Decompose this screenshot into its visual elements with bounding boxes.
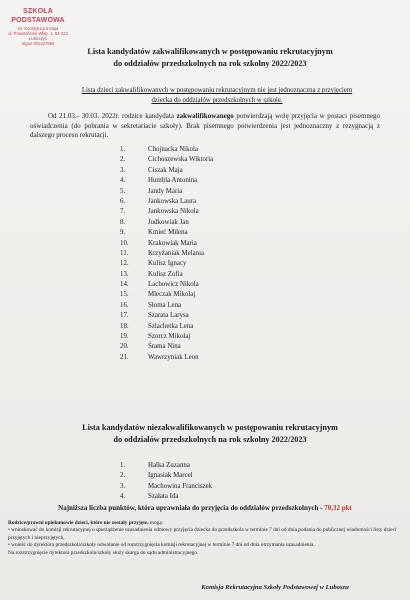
notes-heading	[8, 520, 400, 527]
candidate-name: Mleczak Mikołaj	[148, 291, 196, 299]
list-item	[120, 176, 213, 186]
list-item	[120, 461, 212, 471]
candidate-name: Szarata Larysa	[148, 312, 189, 320]
list-item	[120, 218, 213, 228]
school-stamp	[6, 8, 70, 47]
list-item	[120, 239, 213, 249]
list-item-number: 19.	[120, 333, 129, 341]
title-line: do oddziałów przedszkolnych na rok szkolny 2022/2023	[113, 435, 307, 444]
list-item-number: 3.	[120, 482, 126, 490]
list-item	[120, 301, 213, 311]
candidate-name: Ciszak Maja	[148, 166, 183, 174]
candidate-name: Szałata Ida	[148, 493, 179, 501]
list-item	[120, 270, 213, 280]
list-item	[120, 353, 213, 363]
candidate-name: Machowina Franciszek	[148, 482, 213, 490]
list-item	[120, 197, 213, 207]
list-item	[120, 290, 213, 300]
list-item-number: 18.	[120, 322, 129, 330]
list-item-number: 1.	[120, 146, 126, 153]
title-line: Lista kandydatów zakwalifikowanych w postępowaniu rekrutacyjnym	[87, 47, 333, 56]
candidate-name: Kulisz Ignacy	[148, 260, 187, 268]
candidate-name: Wawrzyniak Leon	[148, 353, 199, 361]
notes-item: • wnioskować do komisji rekrutacyjnej o sporządzenie uzasadnienia odmowy przyjęcia dziecka do przedszkola w terminie 7 dni od dnia podania do publicznej wiadomości listy dzieci przyjętych i nieprzyjętych,	[8, 527, 397, 541]
list-item	[120, 166, 213, 176]
list-item-number: 13.	[120, 270, 129, 278]
stamp-line: ul. Powstańców Wlkp. 1, 64-423 Luboszyn	[8, 30, 68, 41]
list-item-number: 12.	[120, 260, 129, 268]
candidate-name: Judkowiak Jan	[148, 218, 189, 226]
min-points-label: Najniższa liczba punktów, która uprawniała do przyjęcia do oddziałów przedszkolnych -	[58, 504, 325, 512]
list-item-number: 2.	[120, 156, 126, 164]
list-item-number: 3.	[120, 166, 126, 174]
candidate-name: Szorcz Mikołaj	[148, 333, 191, 341]
list-item	[120, 482, 212, 492]
disclaimer-line: dziecka do oddziałów przedszkolnych w szkole.	[151, 97, 283, 104]
notes-item: • wnieść do dyrektora przedszkola/szkoły odwołanie od rozstrzygnięcia komisji rekrutacyjnej w terminie 7 dni od dnia otrzymania uzasadnienia.	[8, 542, 315, 549]
candidate-name: Lachowicz Nikola	[148, 281, 199, 289]
list-item	[120, 228, 213, 238]
list-item-number: 16.	[120, 301, 129, 309]
not-qualified-candidates-list	[120, 461, 212, 503]
list-item-number: 4.	[120, 177, 126, 185]
min-points-unit: pkt	[339, 504, 352, 512]
list-item-number: 20.	[120, 343, 129, 351]
candidate-name: Krakowiak Maria	[148, 239, 197, 247]
candidate-name: Cichoszewska Wiktoria	[148, 156, 214, 164]
list-item-number: 21.	[120, 353, 129, 361]
notes-item: Na rozstrzygnięcie dyrektora przedszkola/szkoły służy skarga do sądu administracyjnego.	[8, 549, 199, 556]
candidate-name: Ignasiak Marcel	[148, 472, 193, 480]
list-item	[120, 322, 213, 332]
list-item	[120, 207, 213, 217]
qualified-candidates-list	[120, 145, 213, 363]
notes-heading-bold: Rodzice/prawni opiekunowie dzieci, które nie zostały przyjęte,	[8, 520, 149, 526]
candidate-name: Szlachetka Lena	[148, 322, 194, 330]
candidate-name: Kulisz Zofia	[148, 270, 183, 278]
stamp-line: im. Konstytucji 3 Maja	[17, 25, 59, 31]
candidate-name: Śrama Nina	[148, 343, 181, 351]
list-item	[120, 311, 213, 321]
candidate-name: Kmieć Milena	[148, 229, 188, 237]
intro-bold: zakwalifikowanego	[176, 112, 234, 120]
candidate-name: Jandy Maria	[148, 187, 183, 195]
list-item-number: 4.	[120, 493, 126, 501]
candidate-name: Humbla Antonina	[148, 177, 198, 185]
list-item-number: 10.	[120, 239, 129, 247]
list-item-number: 1.	[120, 462, 126, 469]
list-item-number: 17.	[120, 312, 129, 320]
committee-signature: Komisja Rekrutacyjna Szkoły Podstawowej w Luboszu	[201, 584, 349, 591]
list-item-number: 15.	[120, 291, 129, 299]
candidate-name: Chojnacka Nikola	[148, 146, 198, 153]
list-item-number: 8.	[120, 218, 126, 226]
notes-heading-rest: mogą:	[148, 520, 164, 526]
list-item	[120, 249, 213, 259]
list-item-number: 9.	[120, 229, 126, 237]
candidate-name: Jankowska Nikola	[148, 208, 199, 216]
list-item-number: 5.	[120, 187, 126, 195]
stamp-line: regon 001227868	[21, 41, 55, 47]
intro-text: potwierdzają wolę przyjęcia w postaci pisemnego oświadczenia (do pobrania w sekretariacie szkoły). Brak pisemnego potwierdzenia jest jednoznaczny z rezygnacją z dalszego procesu rekrutacji.	[30, 112, 380, 140]
disclaimer-line: Lista dzieci zakwalifikowanych w postępowaniu rekrutacyjnym nie jest jednoznaczna z przyjęciem	[81, 87, 353, 94]
list-item	[120, 155, 213, 165]
not-qualified-list-title	[60, 422, 360, 446]
list-item-number: 2.	[120, 472, 126, 480]
confirmation-instructions	[30, 112, 380, 141]
intro-text: Od 21.03.- 30.03. 2022r. rodzice kandydata	[48, 112, 177, 120]
list-item	[120, 471, 212, 481]
minimum-points-statement	[20, 504, 390, 512]
candidate-name: Krzyżaniak Melania	[148, 249, 205, 257]
list-item-number: 6.	[120, 197, 126, 205]
list-item	[120, 145, 213, 155]
candidate-name: Słoma Lena	[148, 301, 182, 309]
candidate-name: Jankowska Laura	[148, 197, 197, 205]
list-item	[120, 332, 213, 342]
list-item	[120, 342, 213, 352]
stamp-school-name: SZKOŁA PODSTAWOWA	[11, 8, 65, 24]
list-item	[120, 492, 212, 502]
qualified-list-disclaimer	[52, 86, 382, 106]
title-line: Lista kandydatów niezakwalifikowanych w postępowaniu rekrutacyjnym	[82, 423, 338, 432]
qualified-list-title	[60, 46, 360, 70]
candidate-name: Halka Zuzanna	[148, 462, 190, 469]
title-line: do oddziałów przedszkolnych na rok szkolny 2022/2023	[113, 59, 307, 68]
list-item-number: 7.	[120, 208, 126, 216]
list-item	[120, 259, 213, 269]
list-item-number: 11.	[120, 249, 129, 257]
list-item-number: 14.	[120, 281, 129, 289]
list-item	[120, 280, 213, 290]
list-item	[120, 187, 213, 197]
appeal-notes	[8, 520, 400, 557]
min-points-value: 70,32	[324, 504, 340, 512]
